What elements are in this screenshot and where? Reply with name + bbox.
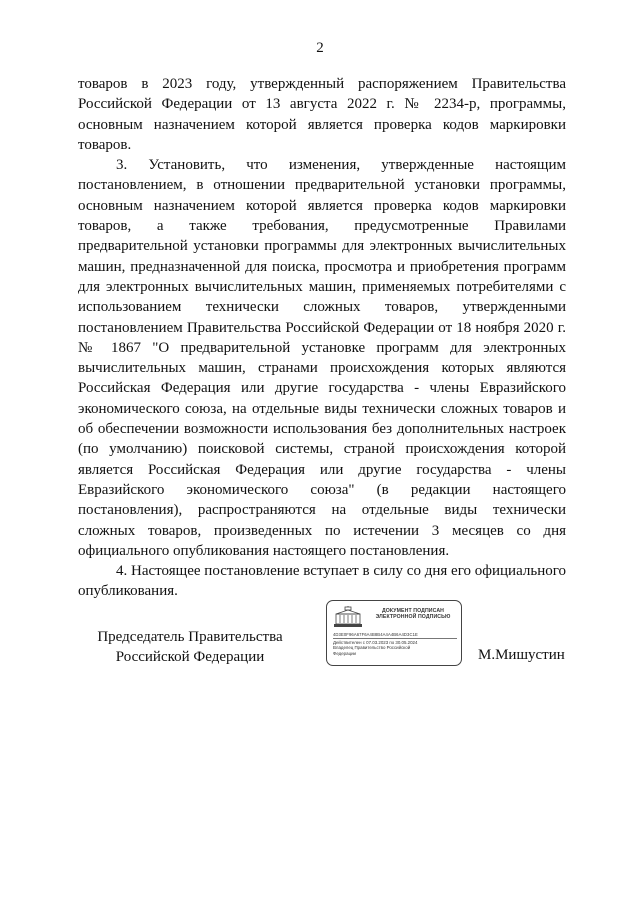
paragraph-item-3: 3. Установить, что изменения, утвержденные настоящим постановлением, в отношении предварительной установки программы, основным назначением которой является проверка кодов маркировки товаров, а также требования, предусмотренные Правилами предварительной установки программы для электронных вычислительных машин, предназначенной для поиска, просмотра и приобретения программ для электронных вычислительных машин, применяемых потребителями с использованием технически сложных товаров, утвержденными постановлением Правительства Российской Федерации от 18 ноября 2020 г. № 1867 "О предварительной установке программ для электронных вычислительных машин, странами происхождения которых являются Российская Федерация или другие государства - члены Евразийского экономического союза, на отдельные виды технически сложных товаров и об обеспечении возможности использования без дополнительных настроек (по умолчанию) поисковой системы, страной происхождения которой является Российская Федерация или другие государства - члены Евразийского экономического союза" (в редакции настоящего постановления), распространяются на отдельные виды технически сложных товаров, произведенных по истечении 3 месяцев со дня официального опубликования настоящего постановления. [78, 157, 566, 559]
signer-position [80, 627, 300, 667]
signer-position-line2: Российской Федерации [115, 649, 265, 665]
stamp-owner-line2: Федерации [333, 650, 356, 656]
electronic-signature-stamp [326, 600, 462, 666]
paragraph-continuation: товаров в 2023 году, утвержденный распоряжением Правительства Российской Федерации от 13 августа 2022 г. № 2234-р, программы, основным назначением которой является проверка кодов маркировки товаров. [78, 76, 566, 153]
paragraph-item-4: 4. Настоящее постановление вступает в силу со дня его официального опубликования. [78, 563, 566, 600]
government-building-icon [333, 606, 363, 628]
stamp-certificate: 4D3E0F96A67F6A4B8B4A4A4B6A4D3C1E [333, 632, 418, 637]
stamp-validity: Действителен с 07.03.2023 по 30.05.2024 [333, 640, 418, 645]
stamp-details [333, 640, 457, 656]
signer-position-line1: Председатель Правительства [97, 629, 283, 645]
signer-name: М.Мишустин [478, 647, 565, 663]
page-number: 2 [316, 40, 324, 56]
stamp-divider [333, 638, 457, 639]
stamp-owner-line1: Владелец Правительство Российской [333, 645, 411, 651]
document-body [78, 74, 566, 602]
stamp-heading: ДОКУМЕНТ ПОДПИСАН ЭЛЕКТРОННОЙ ПОДПИСЬЮ [375, 608, 451, 621]
